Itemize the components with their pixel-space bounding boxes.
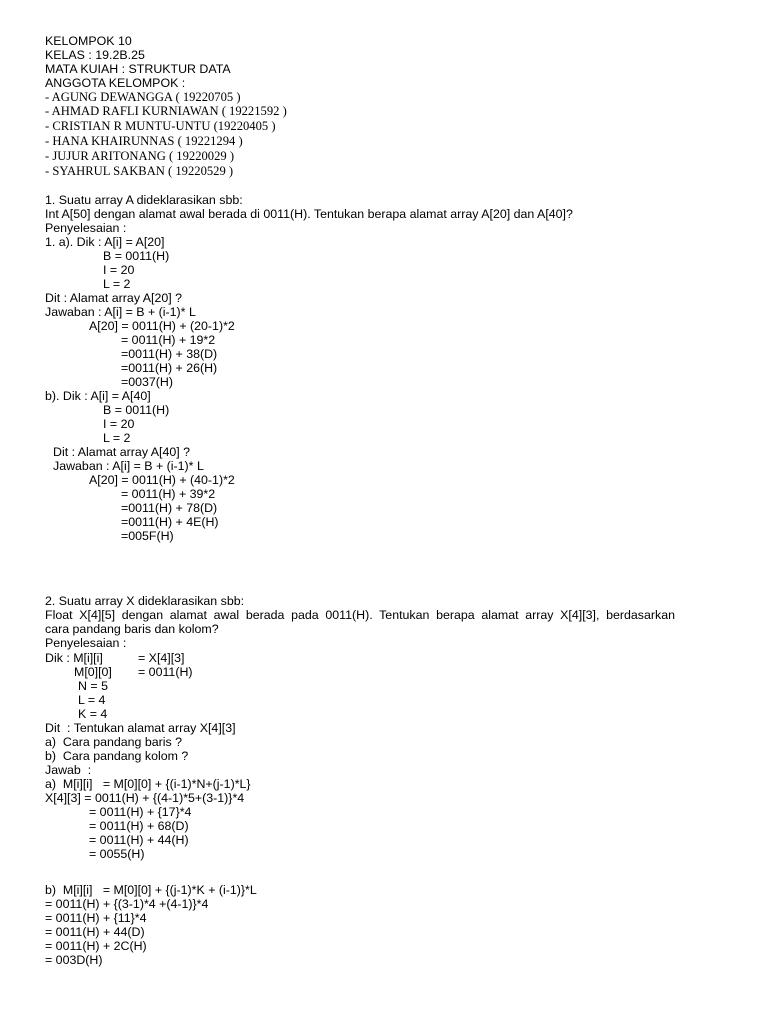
q2a-result: = 0055(H)	[89, 847, 145, 861]
q1a-step: A[20] = 0011(H) + (20-1)*2	[89, 319, 235, 333]
members-heading: ANGGOTA KELOMPOK :	[45, 76, 186, 90]
q2b-result: = 003D(H)	[45, 953, 103, 967]
class-line: KELAS : 19.2B.25	[45, 48, 145, 62]
solution-label: Penyelesaian :	[45, 636, 127, 650]
member-item: - AGUNG DEWANGGA ( 19220705 )	[45, 90, 241, 104]
question-1-title: 1. Suatu array A dideklarasikan sbb:	[45, 193, 243, 207]
q2b-formula: b) M[i][i] = M[0][0] + {(j-1)*K + (i-1)}*L	[45, 883, 257, 897]
q1b-step: =0011(H) + 78(D)	[121, 501, 218, 515]
member-item: - CRISTIAN R MUNTU-UNTU (19220405 )	[45, 119, 276, 133]
question-2-text-cont: cara pandang baris dan kolom?	[45, 622, 219, 636]
group-title: KELOMPOK 10	[45, 34, 132, 48]
course-line: MATA KUIAH : STRUKTUR DATA	[45, 62, 231, 76]
q1a-given-b: B = 0011(H)	[103, 249, 170, 263]
q2-base-value: = 0011(H)	[138, 665, 193, 679]
q2-given-label: Dik : M[i][i]	[45, 651, 103, 665]
q2a-formula: a) M[i][i] = M[0][0] + {(i-1)*N+(j-1)*L}	[45, 777, 251, 791]
q2-asked-a: a) Cara pandang baris ?	[45, 735, 183, 749]
solution-label: Penyelesaian :	[45, 221, 127, 235]
member-item: - HANA KHAIRUNNAS ( 19221294 )	[45, 134, 243, 148]
q1b-given: b). Dik : A[i] = A[40]	[45, 389, 151, 403]
question-1-text: Int A[50] dengan alamat awal berada di 0011(H). Tentukan berapa alamat array A[20] dan A[40]?	[45, 207, 573, 221]
q1b-given-l: L = 2	[103, 431, 131, 445]
q1a-result: =0037(H)	[121, 375, 174, 389]
q1a-given-l: L = 2	[103, 277, 131, 291]
q2-given-n: N = 5	[78, 679, 108, 693]
q2-base-label: M[0][0]	[74, 665, 112, 679]
q1b-asked: Dit : Alamat array A[40] ?	[53, 445, 191, 459]
q2-given-value: = X[4][3]	[138, 651, 185, 665]
q2a-step: = 0011(H) + {17}*4	[89, 805, 192, 819]
member-item: - JUJUR ARITONANG ( 19220029 )	[45, 149, 235, 163]
q2-asked-b: b) Cara pandang kolom ?	[45, 749, 189, 763]
q1a-asked: Dit : Alamat array A[20] ?	[45, 291, 183, 305]
q2-answer-label: Jawab :	[45, 763, 92, 777]
member-item: - SYAHRUL SAKBAN ( 19220529 )	[45, 164, 234, 178]
q1b-result: =005F(H)	[121, 529, 174, 543]
q2-asked: Dit : Tentukan alamat array X[4][3]	[45, 721, 236, 735]
q1b-answer-formula: Jawaban : A[i] = B + (i-1)* L	[53, 459, 204, 473]
q1a-step: =0011(H) + 38(D)	[121, 347, 218, 361]
q2b-step: = 0011(H) + 44(D)	[45, 925, 145, 939]
q1b-given-i: I = 20	[103, 417, 135, 431]
q2a-step: = 0011(H) + 44(H)	[89, 833, 189, 847]
q2-given-k: K = 4	[78, 707, 108, 721]
q1a-step: = 0011(H) + 19*2	[121, 333, 216, 347]
q1b-given-b: B = 0011(H)	[103, 403, 170, 417]
q1b-step: = 0011(H) + 39*2	[121, 487, 216, 501]
q2b-step: = 0011(H) + {11}*4	[45, 911, 147, 925]
q1a-answer-formula: Jawaban : A[i] = B + (i-1)* L	[45, 305, 196, 319]
q1a-step: =0011(H) + 26(H)	[121, 361, 218, 375]
question-2-title: 2. Suatu array X dideklarasikan sbb:	[45, 594, 245, 608]
q1a-given-i: I = 20	[103, 263, 135, 277]
q2b-step: = 0011(H) + {(3-1)*4 +(4-1)}*4	[45, 897, 209, 911]
member-item: - AHMAD RAFLI KURNIAWAN ( 19221592 )	[45, 104, 287, 118]
q1b-step: A[20] = 0011(H) + (40-1)*2	[89, 473, 235, 487]
q2a-step: X[4][3] = 0011(H) + {(4-1)*5+(3-1)}*4	[45, 791, 245, 805]
q1a-given: 1. a). Dik : A[i] = A[20]	[45, 235, 165, 249]
q2a-step: = 0011(H) + 68(D)	[89, 819, 189, 833]
question-2-text: Float X[4][5] dengan alamat awal berada pada 0011(H). Tentukan berapa alamat array X[4][3], berdasarkan	[45, 608, 675, 622]
q2b-step: = 0011(H) + 2C(H)	[45, 939, 147, 953]
q1b-step: =0011(H) + 4E(H)	[121, 515, 219, 529]
q2-given-l: L = 4	[78, 693, 106, 707]
